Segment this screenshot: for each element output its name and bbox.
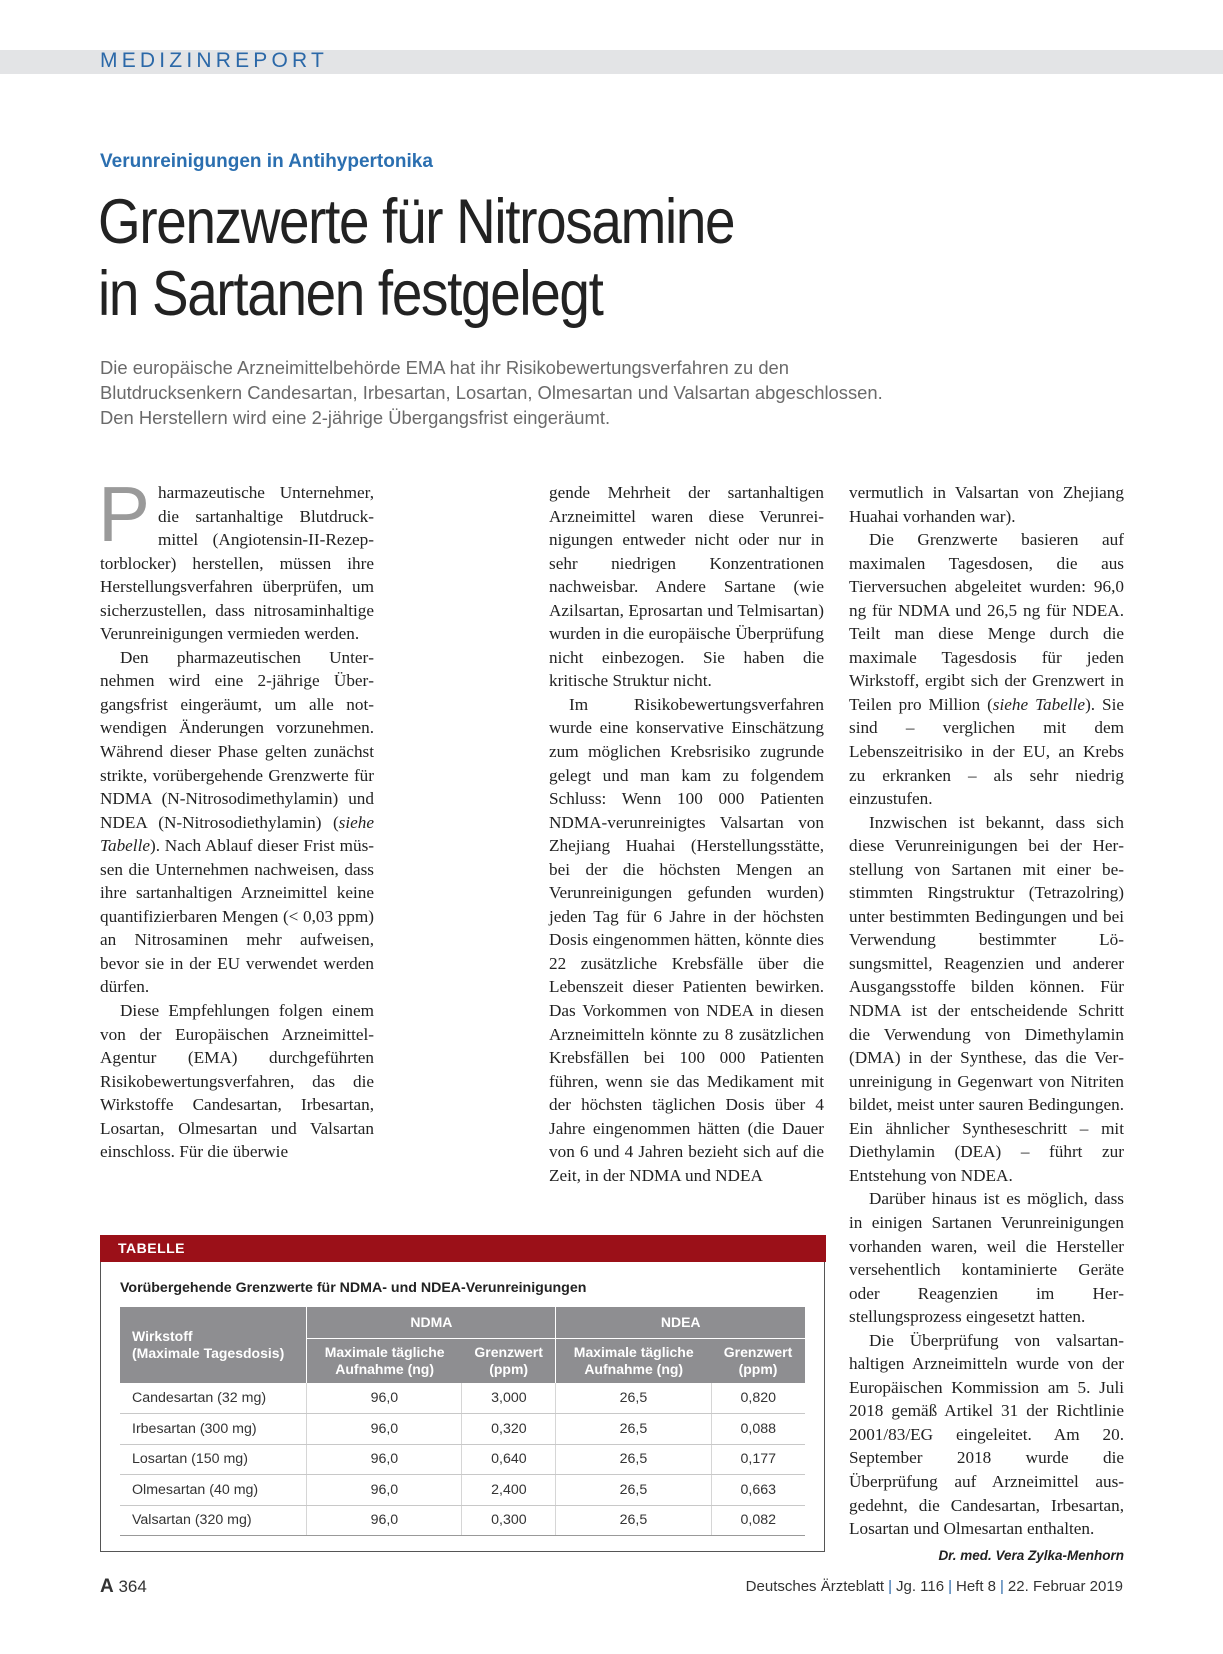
column-group-ndma: NDMA [307, 1307, 556, 1338]
cell-ndea-ng: 26,5 [556, 1444, 711, 1475]
column-group-ndea: NDEA [556, 1307, 805, 1338]
cell-ndma-ng: 96,0 [307, 1414, 462, 1445]
footer-separator: | [1000, 1578, 1004, 1595]
table-row [120, 1444, 805, 1475]
lead-line-1: Die europäische Arzneimittelbehörde EMA hat ihr Risikobewertungsverfahren zu den [100, 357, 790, 378]
cell-wirkstoff: Candesartan (32 mg) [120, 1383, 307, 1414]
cell-ndma-ppm: 2,400 [462, 1475, 556, 1506]
paragraph [100, 999, 374, 1164]
cell-ndea-ppm: 0,088 [711, 1414, 805, 1445]
cell-ndea-ppm: 0,820 [711, 1383, 805, 1414]
headline-line-2: in Sartanen festgelegt [98, 259, 603, 329]
author-signature: Dr. med. Vera Zylka-Menhorn [938, 1547, 1124, 1563]
paragraph: Darüber hinaus ist es möglich, dass in einigen Sartanen Verunreinigungen vorhanden waren, weil die Hersteller versehentlich kontaminierte Geräte oder Reagenzien im Herstellungsprozess eingesetzt hatten. [849, 1189, 1124, 1327]
cell-ndea-ppm: 0,663 [711, 1475, 805, 1506]
cell-ndma-ppm: 0,320 [462, 1414, 556, 1445]
lead-line-3: Den Herstellern wird eine 2-jährige Übergangsfrist eingeräumt. [100, 407, 611, 428]
cell-ndma-ng: 96,0 [307, 1475, 462, 1506]
table-reference: siehe Tabelle [100, 812, 374, 856]
cell-ndma-ng: 96,0 [307, 1505, 462, 1536]
lead-line-2: Blutdrucksenkern Candesartan, Irbesartan, Losartan, Olmesartan und Valsartan abgeschlossen. [100, 382, 883, 403]
paragraph [849, 1329, 1124, 1563]
paragraph-text: Diese Empfehlungen folgen einem von der Europäischen Arzneimittel-Agentur (EMA) durchgeführten Risikobewertungsverfahren, das die Wirkstoffe Candesartan, Irbesartan, Losartan, Olmesartan und Valsartan einschloss. Für die überwie [100, 1001, 374, 1162]
table-title: Vorübergehende Grenzwerte für NDMA- und NDEA-Verunreinigungen [120, 1280, 587, 1296]
footer-separator: | [948, 1578, 952, 1595]
column-header-wirkstoff: Wirkstoff (Maximale Tagesdosis) [120, 1307, 307, 1383]
article-kicker: Verunreinigungen in Antihypertonika [100, 151, 433, 172]
cell-ndea-ppm: 0,082 [711, 1505, 805, 1536]
column-header-ndea-aufnahme: Maximale tägliche Aufnahme (ng) [556, 1338, 711, 1383]
cell-ndma-ppm: 0,640 [462, 1444, 556, 1475]
cell-ndma-ppm: 3,000 [462, 1383, 556, 1414]
cell-ndea-ppm: 0,177 [711, 1444, 805, 1475]
section-label: MEDIZINREPORT [100, 49, 329, 72]
paragraph [849, 528, 1124, 811]
cell-ndea-ng: 26,5 [556, 1383, 711, 1414]
paragraph-text: harmazeutische Unternehmer, die sartanhaltige Blutdruckmittel (Angiotensin-II-Rezeptorblocker) herstellen, müssen ihre Herstellungsverfahren überprüfen, um sicherzustellen, dass nitrosaminhaltige Verunreinigungen vermieden werden. [100, 483, 374, 644]
cell-wirkstoff: Irbesartan (300 mg) [120, 1414, 307, 1445]
journal-name: Deutsches Ärzteblatt [745, 1578, 885, 1595]
column-header-ndma-aufnahme: Maximale tägliche Aufnahme (ng) [307, 1338, 462, 1383]
cell-ndma-ng: 96,0 [307, 1383, 462, 1414]
limits-table [120, 1307, 805, 1536]
table-tag: TABELLE [100, 1235, 826, 1262]
dropcap: P [98, 470, 151, 558]
paragraph: Inzwischen ist bekannt, dass sich diese Verunreinigungen bei der Herstellung von Sartanen mit einer bestimmten Ringstruktur (Tetrazolring) unter bestimmten Bedingungen und bei Verwendung bestimmter Lösungsmittel, Reagenzien und anderer Ausgangsstoffe bilden können. Für NDMA ist der entscheidende Schritt die Verwendung von Dimethylamin (DMA) in der Synthese, das die Verunreinigung in Gegenwart von Nitriten bildet, meist unter sauren Bedingungen. Ein ähnlicher Syntheseschritt – mit Diethylamin (DEA) – führt zur Entstehung von NDEA. [849, 812, 1124, 1185]
cell-ndea-ng: 26,5 [556, 1475, 711, 1506]
cell-ndea-ng: 26,5 [556, 1414, 711, 1445]
table-row [120, 1475, 805, 1506]
footer-separator: | [888, 1578, 892, 1595]
column-header-ndea-grenzwert: Grenzwert (ppm) [711, 1338, 805, 1383]
paragraph-text: Die Überprüfung von valsartanhaltigen Arzneimitteln wurde von der Europäischen Kommission am 5. Juli 2018 gemäß Artikel 31 der Richtlinie 2001/83/EG eingeleitet. Am 20. September 2018 wurde die Überprüfung auf Arzneimittel ausgedehnt, die Candesartan, Irbesartan, Losartan und Olmesartan enthalten. [849, 1330, 1124, 1539]
headline-line-1: Grenzwerte für Nitrosamine [98, 187, 735, 257]
text-column-1 [98, 470, 374, 1164]
cell-ndea-ng: 26,5 [556, 1505, 711, 1536]
paragraph: Im Risikobewertungsverfahren wurde eine konservative Einschätzung zum möglichen Krebsrisiko zugrunde gelegt und man kam zu folgendem Schluss: Wenn 100 000 Patienten NDMA-verunreinigtes Valsartan von Zhejiang Huahai (Herstellungsstätte, bei der die höchsten Mengen an Verunreinigungen gefunden wurden) jeden Tag für 6 Jahre in der höchsten Dosis eingenommen hätten, könnte dies 22 zusätzliche Krebsfälle über die Lebenszeit dieser Patienten bewirken. Das Vorkommen von NDEA in diesen Arzneimitteln könnte zu 8 zusätzlichen Krebsfällen bei 100 000 Patienten führen, wenn sie das Medikament mit der höchsten täglichen Dosis über 4 Jahre eingenommen hätten (die Dauer von 6 und 4 Jahren bezieht sich auf die Zeit, in der NDMA und NDEA [549, 694, 824, 1185]
paragraph: vermutlich in Valsartan von Zhejiang Huahai vorhanden war). [849, 483, 1124, 526]
article-headline [98, 186, 734, 330]
cell-wirkstoff: Olmesartan (40 mg) [120, 1475, 307, 1506]
cell-wirkstoff: Losartan (150 mg) [120, 1444, 307, 1475]
paragraph: gende Mehrheit der sartanhaltigen Arzneimittel waren diese Verunreinigungen entweder nicht oder nur in sehr niedrigen Konzentrationen nachweisbar. Andere Sartane (wie Azilsartan, Eprosartan und Telmisartan) wurden in die europäische Überprüfung nicht einbezogen. Sie haben die kritische Struktur nicht. [549, 483, 824, 691]
paragraph-text: ). Nach Ablauf dieser Frist müssen die Unternehmen nachweisen, dass ihre sartanhaltigen Arzneimittel keine quantifizierbaren Mengen (< 0,03 ppm) an Nitrosaminen mehr aufweisen, bevor sie in der EU verwendet werden dürfen. [100, 836, 374, 997]
table-row [120, 1505, 805, 1536]
column-header-ndma-grenzwert: Grenzwert (ppm) [462, 1338, 556, 1383]
paragraph-text: ). Sie sind – verglichen mit dem Lebenszeitrisiko in der EU, an Krebs zu erkranken – als sehr niedrig einzustufen. [849, 694, 1125, 809]
journal-date: 22. Februar 2019 [1007, 1578, 1123, 1595]
table-row [120, 1383, 805, 1414]
cell-wirkstoff: Valsartan (320 mg) [120, 1505, 307, 1536]
journal-footer [746, 1578, 1123, 1595]
table-row [120, 1414, 805, 1445]
paragraph-text: Die Grenzwerte basieren auf maximalen Tagesdosen, die aus Tierversuchen abgeleitet wurden: 96,0 ng für NDMA und 26,5 ng für NDEA. Teilt man diese Menge durch die maximale Tagesdosis für jeden Wirkstoff, ergibt sich der Grenzwert in Teilen pro Million ( [849, 530, 1124, 714]
paragraph [98, 470, 374, 646]
text-column-3 [849, 481, 1124, 1567]
paragraph [100, 646, 374, 999]
cell-ndma-ppm: 0,300 [462, 1505, 556, 1536]
cell-ndma-ng: 96,0 [307, 1444, 462, 1475]
journal-issue: Heft 8 [955, 1578, 997, 1595]
paragraph-text: Den pharmazeutischen Unternehmen wird eine 2-jährige Übergangsfrist eingeräumt, um alle notwendigen Änderungen vorzunehmen. Während dieser Phase gelten zunächst strikte, vorübergehende Grenzwerte für NDMA (N-Nitrosodimethylamin) und NDEA (N-Nitrosodiethylamin) ( [100, 647, 374, 832]
page-number: A 364 [100, 1576, 147, 1597]
article-lead [100, 355, 950, 430]
data-table-box [100, 1235, 825, 1552]
table-reference: siehe Tabelle [992, 694, 1086, 714]
text-column-2 [549, 481, 824, 1187]
journal-volume: Jg. 116 [895, 1578, 945, 1595]
